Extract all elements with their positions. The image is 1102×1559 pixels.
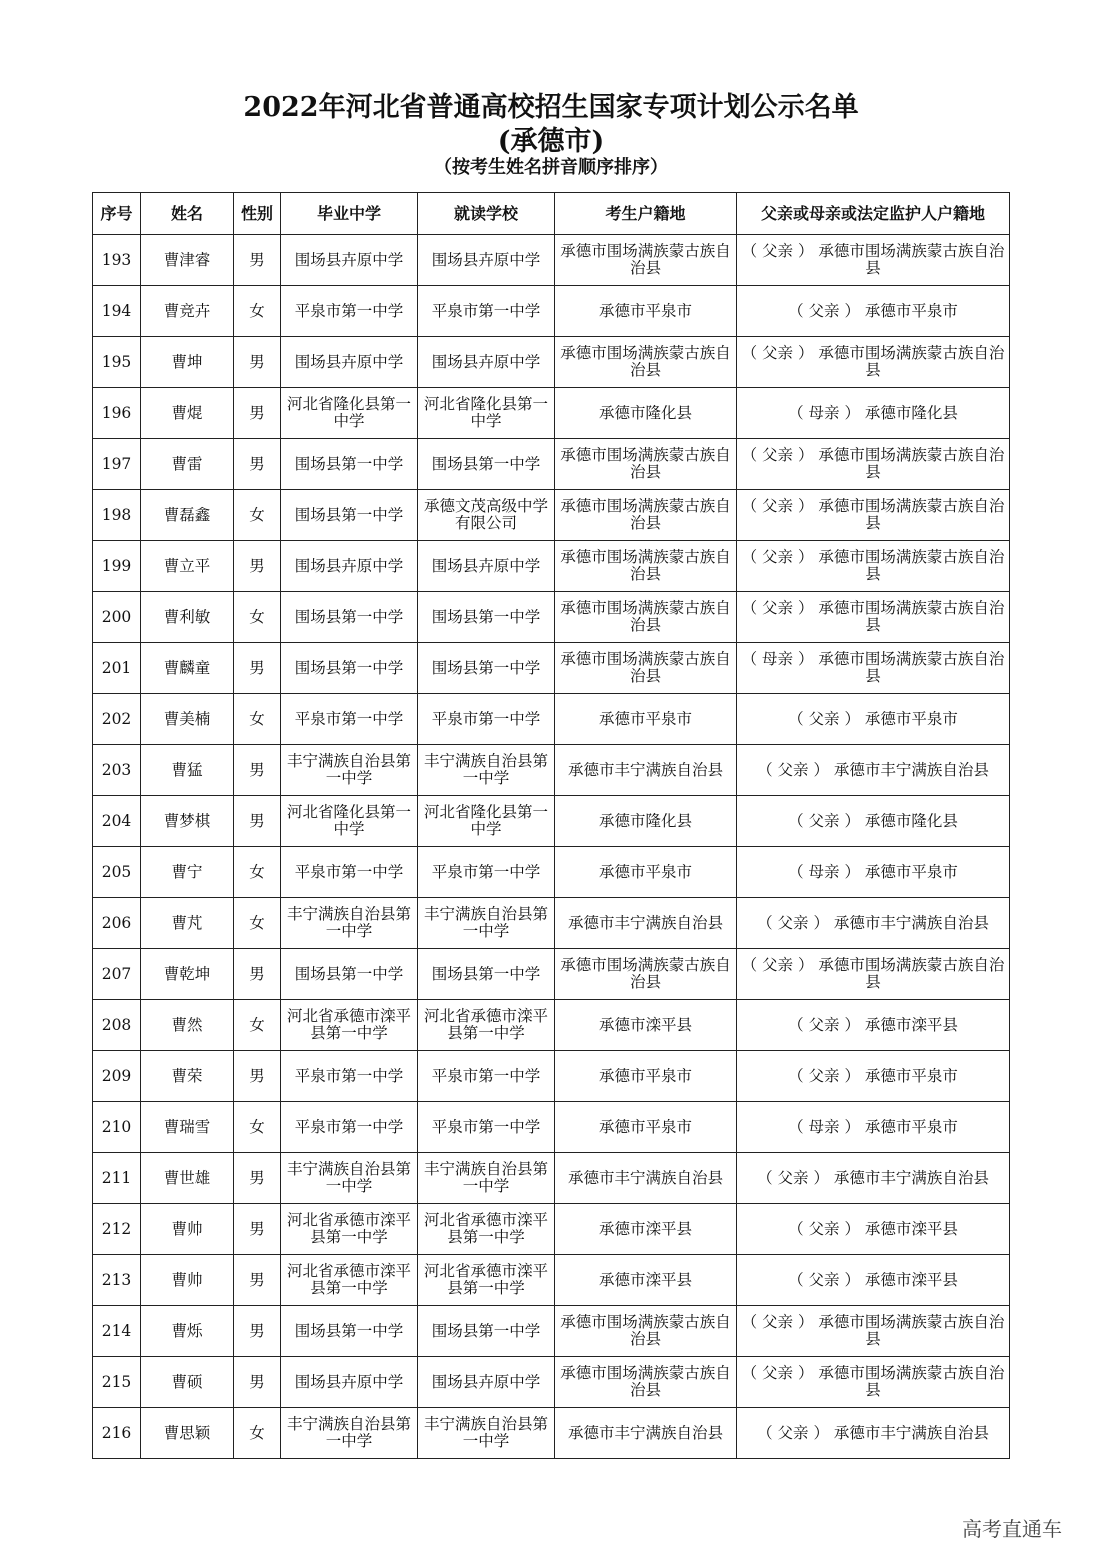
table-row [93,796,1010,847]
cell-household: 承德市围场满族蒙古族自治县 [555,592,737,643]
cell-seq: 198 [93,490,141,541]
cell-gender: 男 [234,745,281,796]
cell-gender: 女 [234,1000,281,1051]
cell-household: 承德市围场满族蒙古族自治县 [555,1306,737,1357]
cell-current-school: 围场县卉原中学 [418,235,555,286]
table-row [93,847,1010,898]
cell-seq: 196 [93,388,141,439]
cell-name: 曹宁 [141,847,234,898]
table-row [93,694,1010,745]
cell-seq: 212 [93,1204,141,1255]
cell-current-school: 围场县第一中学 [418,592,555,643]
cell-seq: 210 [93,1102,141,1153]
cell-seq: 201 [93,643,141,694]
cell-parent-household: （ 父亲 ） 承德市滦平县 [737,1000,1010,1051]
cell-current-school: 围场县卉原中学 [418,541,555,592]
cell-current-school: 丰宁满族自治县第一中学 [418,898,555,949]
sort-note: （按考生姓名拼音顺序排序） [434,157,668,178]
cell-graduate-school: 围场县卉原中学 [281,337,418,388]
table-row [93,439,1010,490]
cell-household: 承德市围场满族蒙古族自治县 [555,1357,737,1408]
cell-seq: 206 [93,898,141,949]
cell-gender: 男 [234,643,281,694]
cell-graduate-school: 围场县第一中学 [281,592,418,643]
cell-parent-household: （ 父亲 ） 承德市隆化县 [737,796,1010,847]
cell-gender: 女 [234,1102,281,1153]
cell-name: 曹芃 [141,898,234,949]
cell-parent-household: （ 父亲 ） 承德市围场满族蒙古族自治县 [737,541,1010,592]
cell-seq: 208 [93,1000,141,1051]
cell-graduate-school: 丰宁满族自治县第一中学 [281,745,418,796]
cell-gender: 男 [234,1204,281,1255]
table-row [93,1204,1010,1255]
cell-graduate-school: 平泉市第一中学 [281,847,418,898]
table-row [93,337,1010,388]
cell-name: 曹坤 [141,337,234,388]
cell-household: 承德市围场满族蒙古族自治县 [555,235,737,286]
cell-parent-household: （ 母亲 ） 承德市平泉市 [737,1102,1010,1153]
table-row [93,235,1010,286]
cell-gender: 男 [234,1255,281,1306]
cell-name: 曹津睿 [141,235,234,286]
cell-name: 曹利敏 [141,592,234,643]
cell-graduate-school: 河北省隆化县第一中学 [281,388,418,439]
cell-household: 承德市平泉市 [555,1051,737,1102]
cell-parent-household: （ 父亲 ） 承德市滦平县 [737,1204,1010,1255]
cell-name: 曹烁 [141,1306,234,1357]
cell-gender: 男 [234,1153,281,1204]
cell-gender: 男 [234,1357,281,1408]
cell-graduate-school: 围场县第一中学 [281,949,418,1000]
col-header-seq: 序号 [93,193,141,235]
cell-parent-household: （ 父亲 ） 承德市围场满族蒙古族自治县 [737,337,1010,388]
cell-name: 曹世雄 [141,1153,234,1204]
cell-parent-household: （ 父亲 ） 承德市围场满族蒙古族自治县 [737,949,1010,1000]
cell-current-school: 河北省承德市滦平县第一中学 [418,1204,555,1255]
cell-graduate-school: 河北省承德市滦平县第一中学 [281,1204,418,1255]
table-row [93,898,1010,949]
cell-graduate-school: 丰宁满族自治县第一中学 [281,1408,418,1459]
cell-current-school: 平泉市第一中学 [418,847,555,898]
cell-household: 承德市滦平县 [555,1255,737,1306]
cell-gender: 女 [234,898,281,949]
cell-seq: 195 [93,337,141,388]
cell-seq: 193 [93,235,141,286]
cell-current-school: 丰宁满族自治县第一中学 [418,1408,555,1459]
cell-parent-household: （ 父亲 ） 承德市平泉市 [737,1051,1010,1102]
cell-parent-household: （ 父亲 ） 承德市围场满族蒙古族自治县 [737,592,1010,643]
cell-graduate-school: 围场县卉原中学 [281,541,418,592]
page-subtitle-city: (承德市) [497,126,605,157]
cell-parent-household: （ 母亲 ） 承德市隆化县 [737,388,1010,439]
cell-household: 承德市丰宁满族自治县 [555,1408,737,1459]
cell-name: 曹磊鑫 [141,490,234,541]
col-header-household: 考生户籍地 [555,193,737,235]
cell-current-school: 承德文茂高级中学有限公司 [418,490,555,541]
cell-current-school: 河北省承德市滦平县第一中学 [418,1000,555,1051]
cell-household: 承德市围场满族蒙古族自治县 [555,490,737,541]
cell-current-school: 围场县第一中学 [418,1306,555,1357]
cell-gender: 男 [234,1306,281,1357]
cell-gender: 男 [234,949,281,1000]
table-row [93,1102,1010,1153]
cell-parent-household: （ 父亲 ） 承德市围场满族蒙古族自治县 [737,490,1010,541]
cell-name: 曹美楠 [141,694,234,745]
cell-gender: 男 [234,235,281,286]
table-row [93,643,1010,694]
cell-gender: 女 [234,1408,281,1459]
cell-gender: 男 [234,337,281,388]
cell-seq: 199 [93,541,141,592]
cell-graduate-school: 围场县卉原中学 [281,235,418,286]
cell-household: 承德市丰宁满族自治县 [555,745,737,796]
cell-seq: 216 [93,1408,141,1459]
col-header-name: 姓名 [141,193,234,235]
cell-seq: 202 [93,694,141,745]
cell-household: 承德市丰宁满族自治县 [555,1153,737,1204]
cell-current-school: 平泉市第一中学 [418,694,555,745]
cell-household: 承德市围场满族蒙古族自治县 [555,541,737,592]
table-row [93,949,1010,1000]
cell-graduate-school: 围场县第一中学 [281,439,418,490]
cell-parent-household: （ 父亲 ） 承德市围场满族蒙古族自治县 [737,1306,1010,1357]
cell-graduate-school: 围场县第一中学 [281,1306,418,1357]
cell-name: 曹然 [141,1000,234,1051]
table-row [93,490,1010,541]
cell-graduate-school: 平泉市第一中学 [281,1102,418,1153]
cell-gender: 男 [234,388,281,439]
cell-parent-household: （ 父亲 ） 承德市围场满族蒙古族自治县 [737,235,1010,286]
cell-gender: 男 [234,796,281,847]
cell-household: 承德市隆化县 [555,796,737,847]
col-header-gender: 性别 [234,193,281,235]
cell-current-school: 平泉市第一中学 [418,1102,555,1153]
cell-seq: 207 [93,949,141,1000]
cell-current-school: 平泉市第一中学 [418,286,555,337]
cell-graduate-school: 平泉市第一中学 [281,1051,418,1102]
page-title: 2022年河北省普通高校招生国家专项计划公示名单 [243,92,859,123]
cell-name: 曹立平 [141,541,234,592]
cell-seq: 215 [93,1357,141,1408]
cell-household: 承德市隆化县 [555,388,737,439]
table-row [93,1153,1010,1204]
cell-seq: 209 [93,1051,141,1102]
cell-parent-household: （ 母亲 ） 承德市围场满族蒙古族自治县 [737,643,1010,694]
cell-current-school: 平泉市第一中学 [418,1051,555,1102]
cell-current-school: 围场县第一中学 [418,643,555,694]
cell-household: 承德市围场满族蒙古族自治县 [555,643,737,694]
cell-gender: 男 [234,1051,281,1102]
cell-name: 曹梦棋 [141,796,234,847]
cell-seq: 197 [93,439,141,490]
cell-graduate-school: 河北省承德市滦平县第一中学 [281,1255,418,1306]
cell-household: 承德市围场满族蒙古族自治县 [555,337,737,388]
cell-graduate-school: 河北省隆化县第一中学 [281,796,418,847]
admission-list-table [92,192,1010,1459]
col-header-graduate-school: 毕业中学 [281,193,418,235]
table-row [93,1000,1010,1051]
cell-graduate-school: 丰宁满族自治县第一中学 [281,1153,418,1204]
cell-name: 曹竞卉 [141,286,234,337]
table-row [93,388,1010,439]
cell-seq: 213 [93,1255,141,1306]
cell-gender: 女 [234,490,281,541]
table-row [93,745,1010,796]
table-row [93,286,1010,337]
cell-parent-household: （ 父亲 ） 承德市丰宁满族自治县 [737,898,1010,949]
table-body [93,235,1010,1459]
cell-graduate-school: 平泉市第一中学 [281,694,418,745]
cell-current-school: 丰宁满族自治县第一中学 [418,745,555,796]
table-row [93,592,1010,643]
cell-household: 承德市平泉市 [555,847,737,898]
cell-parent-household: （ 父亲 ） 承德市围场满族蒙古族自治县 [737,439,1010,490]
cell-current-school: 围场县卉原中学 [418,1357,555,1408]
cell-current-school: 围场县第一中学 [418,949,555,1000]
cell-household: 承德市平泉市 [555,694,737,745]
cell-gender: 女 [234,847,281,898]
cell-graduate-school: 丰宁满族自治县第一中学 [281,898,418,949]
cell-household: 承德市滦平县 [555,1204,737,1255]
cell-name: 曹瑞雪 [141,1102,234,1153]
cell-parent-household: （ 父亲 ） 承德市丰宁满族自治县 [737,1153,1010,1204]
cell-parent-household: （ 父亲 ） 承德市丰宁满族自治县 [737,745,1010,796]
cell-current-school: 河北省隆化县第一中学 [418,796,555,847]
cell-name: 曹猛 [141,745,234,796]
cell-name: 曹雷 [141,439,234,490]
cell-seq: 205 [93,847,141,898]
cell-parent-household: （ 父亲 ） 承德市围场满族蒙古族自治县 [737,1357,1010,1408]
cell-household: 承德市丰宁满族自治县 [555,898,737,949]
cell-gender: 女 [234,694,281,745]
cell-current-school: 围场县第一中学 [418,439,555,490]
cell-name: 曹乾坤 [141,949,234,1000]
table-row [93,541,1010,592]
cell-household: 承德市滦平县 [555,1000,737,1051]
cell-name: 曹硕 [141,1357,234,1408]
cell-name: 曹帅 [141,1255,234,1306]
cell-gender: 女 [234,286,281,337]
cell-household: 承德市平泉市 [555,1102,737,1153]
cell-name: 曹思颖 [141,1408,234,1459]
cell-name: 曹麟童 [141,643,234,694]
table-row [93,1357,1010,1408]
cell-gender: 男 [234,541,281,592]
cell-name: 曹焜 [141,388,234,439]
cell-graduate-school: 围场县第一中学 [281,490,418,541]
cell-current-school: 河北省隆化县第一中学 [418,388,555,439]
cell-current-school: 丰宁满族自治县第一中学 [418,1153,555,1204]
cell-gender: 男 [234,439,281,490]
cell-household: 承德市围场满族蒙古族自治县 [555,439,737,490]
cell-parent-household: （ 父亲 ） 承德市平泉市 [737,694,1010,745]
cell-seq: 204 [93,796,141,847]
cell-household: 承德市围场满族蒙古族自治县 [555,949,737,1000]
cell-graduate-school: 平泉市第一中学 [281,286,418,337]
table-row [93,1051,1010,1102]
cell-graduate-school: 围场县卉原中学 [281,1357,418,1408]
cell-graduate-school: 围场县第一中学 [281,643,418,694]
col-header-current-school: 就读学校 [418,193,555,235]
cell-parent-household: （ 父亲 ） 承德市平泉市 [737,286,1010,337]
cell-household: 承德市平泉市 [555,286,737,337]
cell-graduate-school: 河北省承德市滦平县第一中学 [281,1000,418,1051]
cell-name: 曹荣 [141,1051,234,1102]
cell-gender: 女 [234,592,281,643]
cell-seq: 200 [93,592,141,643]
table-row [93,1255,1010,1306]
table-header-row [93,193,1010,235]
cell-seq: 203 [93,745,141,796]
cell-current-school: 围场县卉原中学 [418,337,555,388]
cell-seq: 194 [93,286,141,337]
cell-current-school: 河北省承德市滦平县第一中学 [418,1255,555,1306]
cell-name: 曹帅 [141,1204,234,1255]
table-row [93,1306,1010,1357]
cell-parent-household: （ 母亲 ） 承德市平泉市 [737,847,1010,898]
col-header-parent-household: 父亲或母亲或法定监护人户籍地 [737,193,1010,235]
table-row [93,1408,1010,1459]
cell-seq: 214 [93,1306,141,1357]
watermark: 高考直通车 [962,1517,1062,1541]
cell-parent-household: （ 父亲 ） 承德市滦平县 [737,1255,1010,1306]
cell-parent-household: （ 父亲 ） 承德市丰宁满族自治县 [737,1408,1010,1459]
cell-seq: 211 [93,1153,141,1204]
